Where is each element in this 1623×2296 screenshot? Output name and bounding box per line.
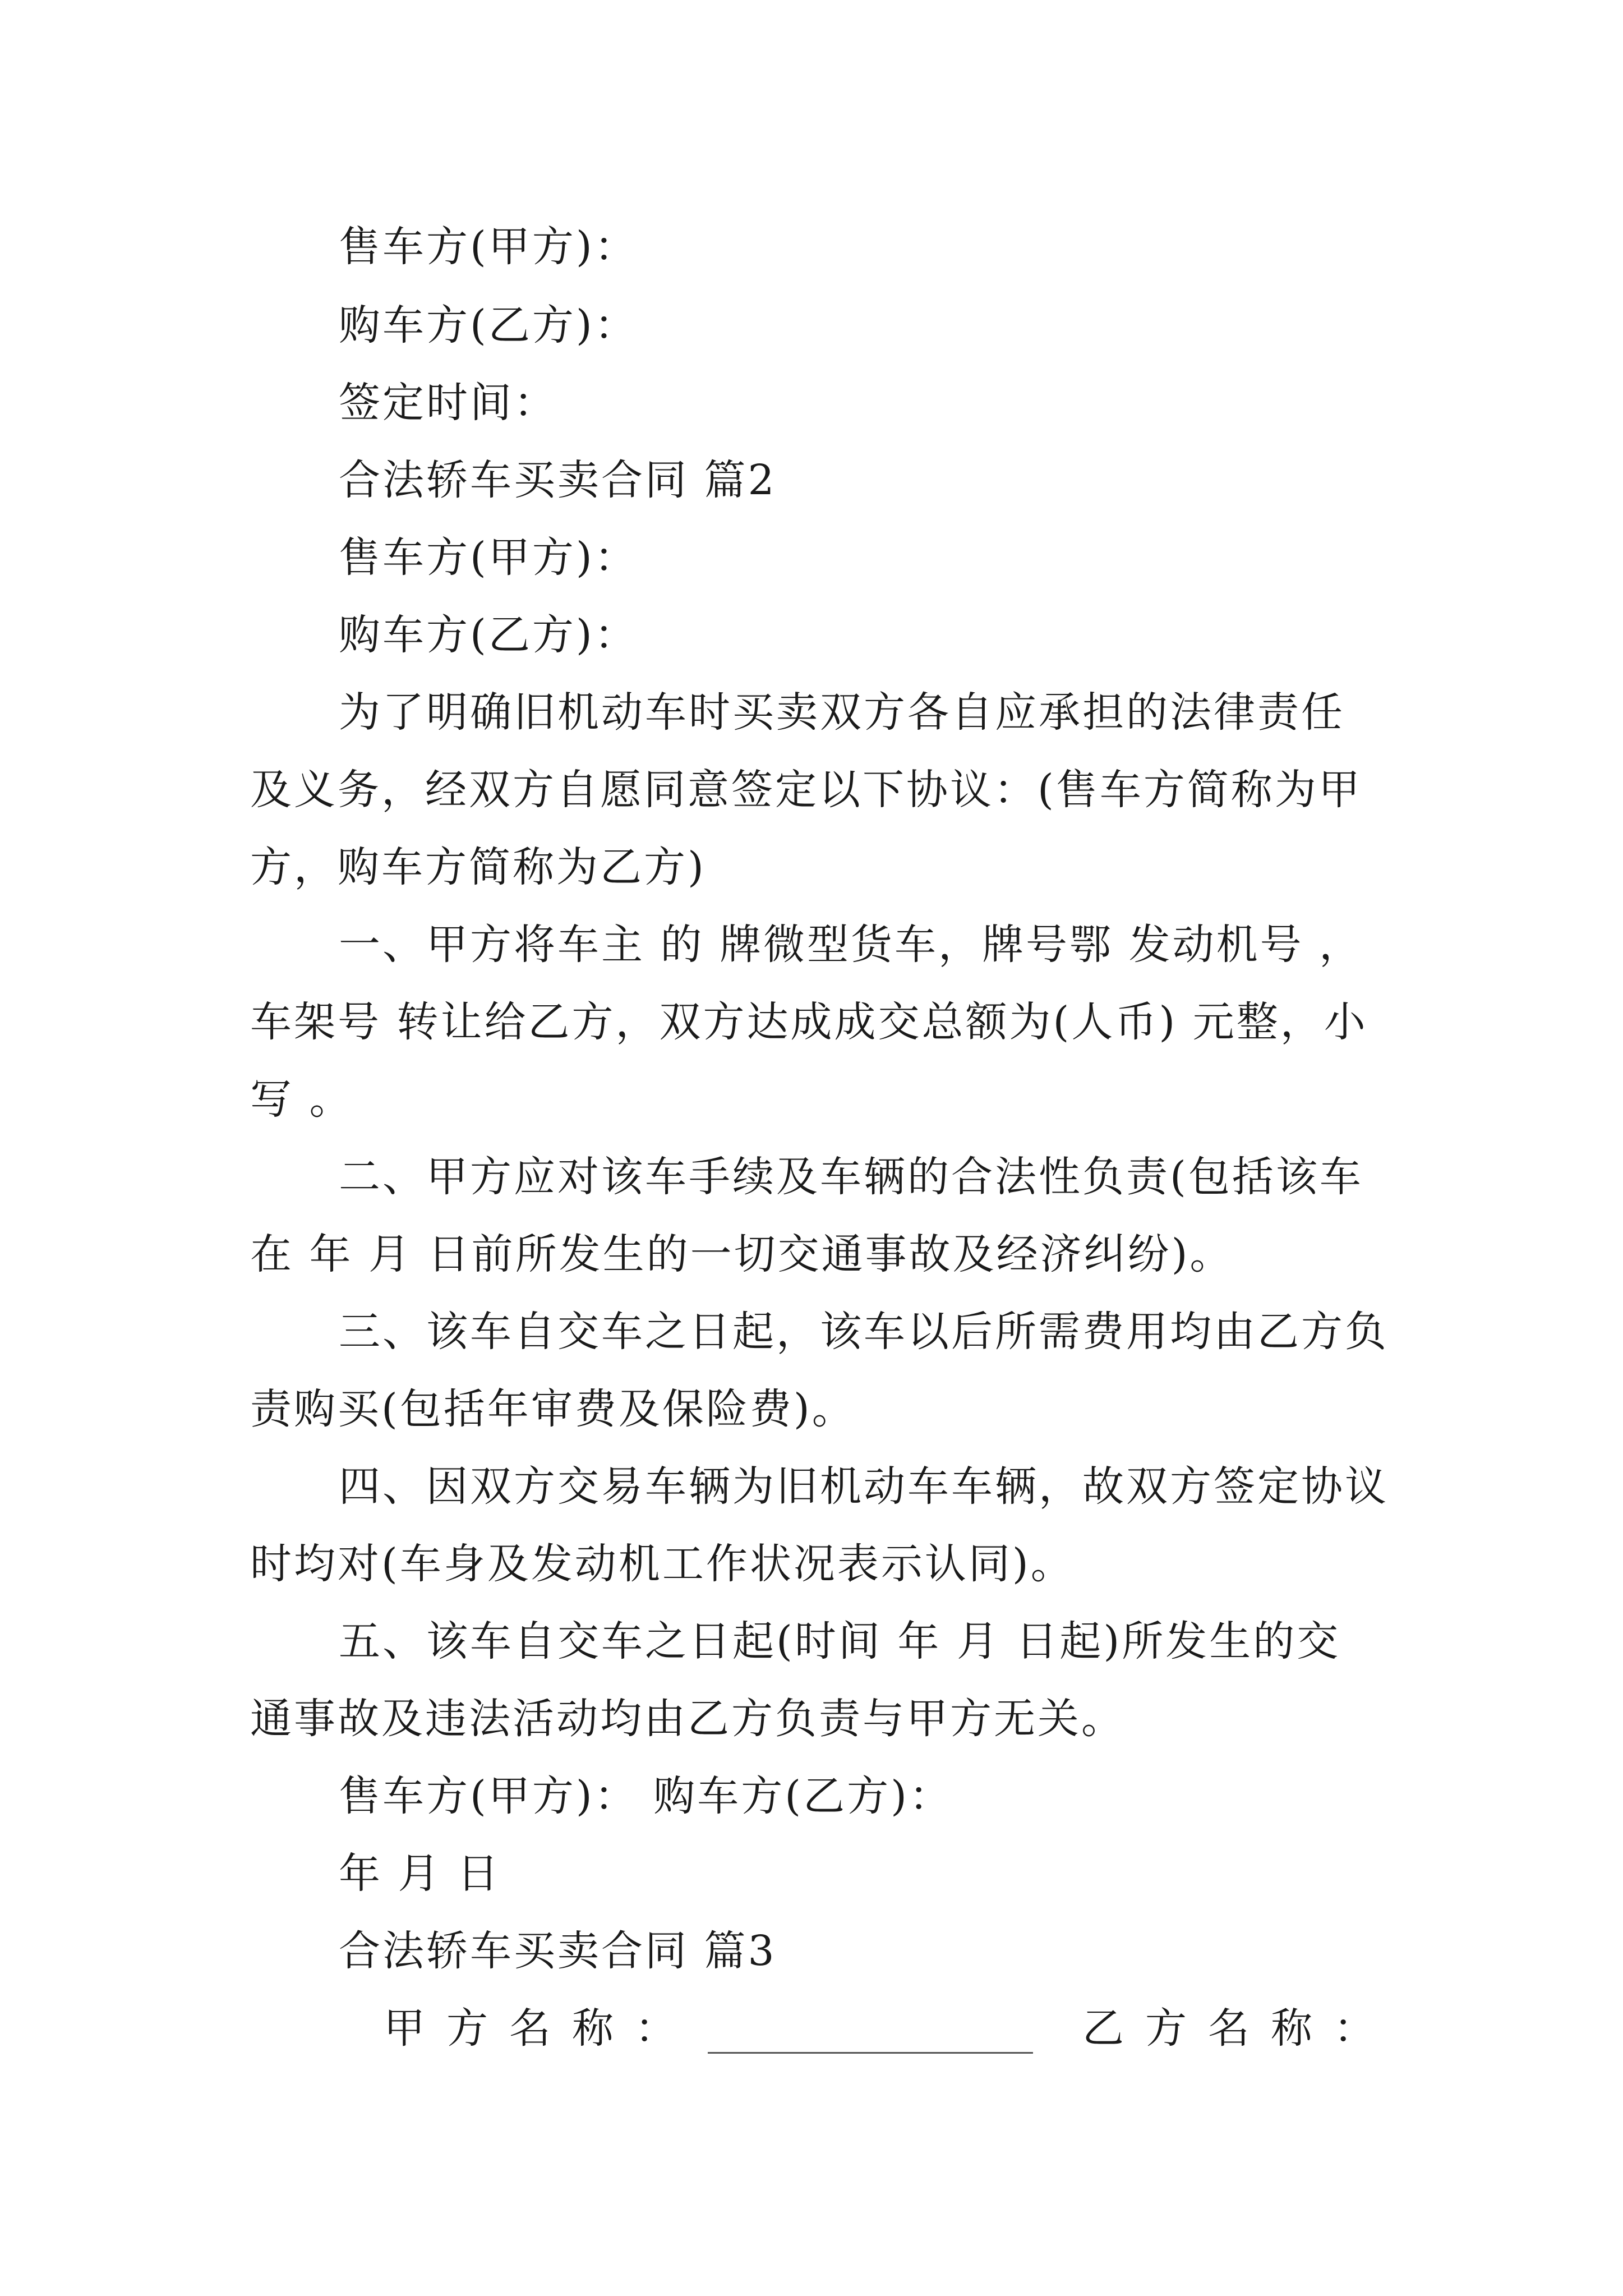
clause-1-line-3: 写 。 [250,1075,353,1124]
clause-3-line-2: 责购买(包括年审费及保险费)。 [250,1385,856,1433]
clause-2-line-1: 二、甲方应对该车手续及车辆的合法性负责(包括该车 [339,1153,1363,1201]
signature-date-line: 年 月 日 [339,1849,501,1898]
clause-4-line-2: 时均对(车身及发动机工作状况表示认同)。 [250,1540,1075,1588]
signing-date-line: 签定时间： [339,379,557,427]
clause-3-line-1: 三、该车自交车之日起，该车以后所需费用均由乙方负 [339,1308,1389,1356]
seller-party-line-2: 售车方(甲方)： [339,533,638,582]
buyer-party-line: 购车方(乙方)： [339,301,638,349]
intro-paragraph-line-3: 方，购车方简称为乙方) [250,843,706,891]
clause-4-line-1: 四、因双方交易车辆为旧机动车车辆，故双方签定协议 [339,1462,1389,1511]
party-b-name-label: 乙方名称： [1082,2004,1396,2053]
intro-paragraph-line-2: 及义务，经双方自愿同意签定以下协议：(售车方简称为甲 [250,766,1362,814]
party-a-name-label: 甲方名称： [384,2004,698,2053]
clause-1-line-2: 车架号 转让给乙方，双方达成成交总额为(人币) 元整，小 [250,998,1368,1046]
party-a-name-blank [708,2052,1033,2054]
clause-2-line-2: 在 年 月 日前所发生的一切交通事故及经济纠纷)。 [250,1230,1234,1278]
clause-5-line-1: 五、该车自交车之日起(时间 年 月 日起)所发生的交 [339,1617,1341,1665]
clause-1-line-1: 一、甲方将车主 的 牌微型货车，牌号鄂 发动机号 ， [339,921,1363,969]
clause-5-line-2: 通事故及违法活动均由乙方负责与甲方无关。 [250,1695,1125,1743]
section-heading-2: 合法轿车买卖合同 篇2 [339,456,777,504]
seller-party-line: 售车方(甲方)： [339,223,638,271]
signature-parties-line: 售车方(甲方)： 购车方(乙方)： [339,1772,953,1820]
section-heading-3: 合法轿车买卖合同 篇3 [339,1927,777,1975]
buyer-party-line-2: 购车方(乙方)： [339,611,638,659]
intro-paragraph-line-1: 为了明确旧机动车时买卖双方各自应承担的法律责任 [339,688,1345,737]
